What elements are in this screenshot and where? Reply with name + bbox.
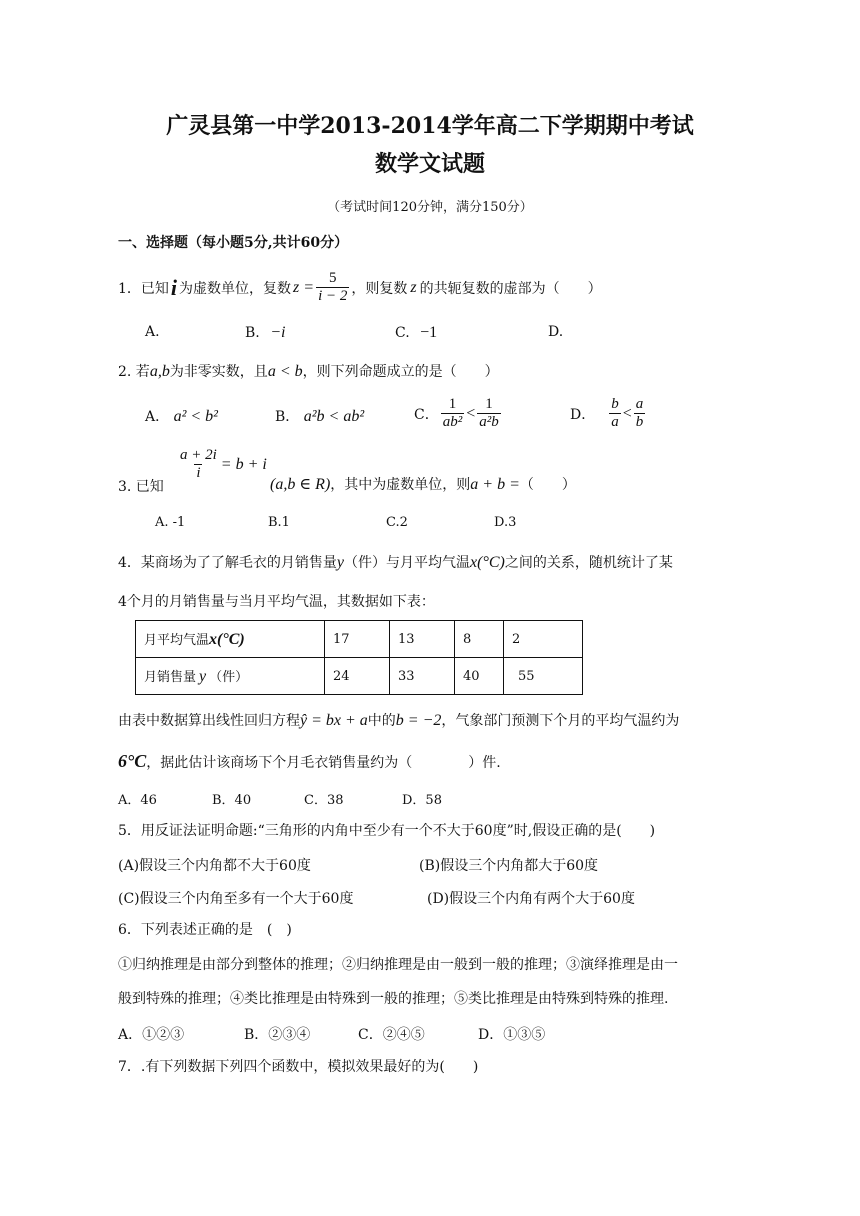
q4-x-unit: x(°C)	[470, 554, 505, 571]
q1-z-eq: z =	[293, 278, 315, 296]
q5-option-d: (D)假设三个内角有两个大于60度	[427, 891, 635, 907]
sales-table	[135, 620, 583, 695]
q6-option-d: D．①③⑤	[478, 1027, 546, 1043]
q2-option-c-frac2	[477, 396, 501, 431]
q1-option-b	[245, 324, 285, 342]
q4-b-val: b = −2	[395, 712, 442, 729]
q4-text-1b: （件）与月平均气温	[344, 555, 471, 571]
q3-option-c: C.2	[386, 515, 408, 530]
q2-c-num2: 1	[485, 396, 493, 412]
row1-label-unit: x(°C)	[209, 631, 245, 648]
q2-d-lt: <	[622, 404, 632, 422]
q3-number: 3. 已知	[118, 479, 164, 495]
q2-number: 2. 若	[118, 364, 150, 380]
question-6-line-2: 般到特殊的推理；④类比推理是由特殊到一般的推理；⑤类比推理是由特殊到特殊的推理.	[118, 991, 669, 1007]
q2-option-a	[145, 406, 218, 426]
q1-fraction	[316, 270, 349, 305]
q2-option-b-math: a²b < ab²	[303, 408, 365, 425]
q2-option-b	[275, 406, 364, 426]
q1-text-1: 为虚数单位，复数	[179, 280, 292, 297]
q3-equation	[176, 447, 267, 482]
q4-text-1a: 4．某商场为了了解毛衣的月销售量	[118, 555, 337, 571]
q1-option-b-math: −i	[270, 324, 286, 341]
table-row	[136, 621, 583, 658]
table-cell: 24	[325, 658, 390, 695]
q1-number: 1．已知	[118, 280, 169, 297]
row2-label-unit: （件）	[209, 670, 249, 685]
q1-text-3: 的共轭复数的虚部为（ ）	[419, 280, 602, 297]
q2-ab: a,b	[149, 363, 170, 380]
q2-option-a-math: a² < b²	[173, 408, 218, 425]
question-4-line-4	[118, 751, 501, 772]
q3-fraction	[178, 447, 219, 482]
q4-text-3a: 由表中数据算出线性回归方程	[118, 713, 300, 729]
table-cell: 2	[504, 621, 583, 658]
q3-text-2: （ ）	[519, 477, 576, 493]
q2-c-num1: 1	[448, 396, 457, 412]
q1-z: z	[410, 278, 417, 296]
section-heading: 一、选择题（每小题5分,共计60分）	[118, 235, 349, 251]
question-3-stem	[270, 474, 576, 494]
q4-text-1c: 之间的关系，随机统计了某	[504, 555, 673, 571]
table-cell: 40	[455, 658, 504, 695]
q4-y: y	[336, 554, 345, 571]
q2-c-den1: ab²	[442, 414, 463, 430]
q4-text-4: ，据此估计该商场下个月毛衣销售量约为（ ）件.	[146, 755, 501, 771]
q2-cond: a < b	[267, 363, 303, 380]
q3-frac-den: i	[196, 465, 201, 481]
q2-text-1: 为非零实数，且	[169, 364, 268, 380]
q3-option-a: A. -1	[155, 515, 186, 530]
q1-frac-num: 5	[328, 270, 337, 286]
row2-label-text: 月销售量	[144, 670, 197, 685]
question-7-stem: 7．.有下列数据下列四个函数中，模拟效果最好的为( )	[118, 1059, 479, 1075]
q1-frac-den: i − 2	[318, 288, 348, 304]
q4-option-a: A．46	[118, 793, 157, 808]
q2-d-num2: a	[635, 396, 644, 412]
exam-title: 广灵县第一中学2013-2014学年高二下学期期中考试	[166, 113, 694, 139]
exam-subtitle: 数学文试题	[374, 151, 485, 177]
question-4-line-2: 4个月的月销售量与当月平均气温，其数据如下表：	[118, 594, 435, 610]
q1-i-symbol: i	[170, 274, 178, 300]
q4-text-3c: ，气象部门预测下个月的平均气温约为	[441, 713, 680, 729]
q6-option-a: A．①②③	[118, 1027, 185, 1043]
q4-option-c: C．38	[304, 793, 344, 808]
question-1-stem	[118, 270, 602, 305]
q2-option-d	[570, 396, 647, 431]
table-row	[136, 658, 583, 695]
q1-option-c-math: −1	[420, 324, 438, 341]
q2-d-den1: a	[611, 414, 619, 430]
q1-option-c	[395, 324, 437, 342]
table-cell: 55	[504, 658, 583, 695]
question-6-stem: 6．下列表述正确的是 ( )	[118, 922, 292, 938]
q2-option-b-label: B．	[275, 409, 300, 425]
q2-d-num1: b	[611, 396, 619, 412]
table-cell-row2-label	[136, 658, 325, 695]
question-6-line-1: ①归纳推理是由部分到整体的推理；②归纳推理是由一般到一般的推理；③演绎推理是由一	[118, 957, 678, 973]
q2-option-c	[414, 396, 503, 431]
table-cell: 13	[390, 621, 455, 658]
table-cell: 33	[390, 658, 455, 695]
q1-option-d: D.	[548, 324, 564, 340]
q2-c-lt: <	[466, 404, 476, 422]
q3-text-1: ，其中为虚数单位，则	[330, 477, 471, 493]
q4-text-3b: 中的	[367, 713, 396, 729]
q2-option-a-label: A．	[145, 409, 170, 425]
q3-frac-num: a + 2i	[180, 447, 217, 463]
row1-label-text: 月平均气温	[144, 633, 210, 648]
question-4-line-1	[118, 552, 673, 572]
exam-info: （考试时间120分钟，满分150分）	[327, 200, 533, 215]
q2-option-d-frac1	[609, 396, 621, 431]
q5-option-a: (A)假设三个内角都不大于60度	[118, 858, 311, 874]
q5-option-c: (C)假设三个内角至多有一个大于60度	[118, 891, 354, 907]
q2-option-c-label: C．	[414, 406, 439, 423]
q4-option-b: B．40	[212, 793, 252, 808]
q1-option-c-label: C.	[395, 325, 410, 341]
q4-reg-eq: ŷ = bx + a	[300, 712, 368, 729]
question-5-stem: 5．用反证法证明命题:“三角形的内角中至少有一个不大于60度”时,假设正确的是( )	[118, 823, 656, 839]
q4-temp: 6°C	[118, 751, 147, 771]
q3-option-b: B.1	[268, 515, 290, 530]
q3-cond: (a,b ∈ R)	[270, 476, 331, 493]
q2-option-d-frac2	[634, 396, 646, 431]
table-cell: 8	[455, 621, 504, 658]
q3-eq-rhs: = b + i	[220, 455, 267, 473]
question-2-stem	[118, 361, 499, 381]
table-cell: 17	[325, 621, 390, 658]
q5-option-b: (B)假设三个内角都大于60度	[419, 858, 599, 874]
q2-option-d-label: D．	[570, 406, 596, 423]
q1-option-b-label: B.	[245, 325, 260, 341]
question-4-line-3	[118, 710, 679, 730]
q4-option-d: D．58	[402, 793, 442, 808]
q3-option-d: D.3	[494, 515, 517, 530]
table-cell-row1-label	[136, 621, 325, 658]
q1-option-a: A.	[145, 324, 160, 340]
q3-expr: a + b =	[470, 476, 520, 493]
q2-text-2: ，则下列命题成立的是（ ）	[302, 364, 499, 380]
q6-option-b: B．②③④	[244, 1027, 311, 1043]
q2-c-den2: a²b	[479, 414, 499, 430]
q2-d-den2: b	[635, 414, 644, 430]
q6-option-c: C．②④⑤	[358, 1027, 425, 1043]
q1-text-2: ，则复数	[351, 280, 408, 297]
row2-label-y: y	[199, 668, 207, 685]
q2-option-c-frac1	[441, 396, 465, 431]
